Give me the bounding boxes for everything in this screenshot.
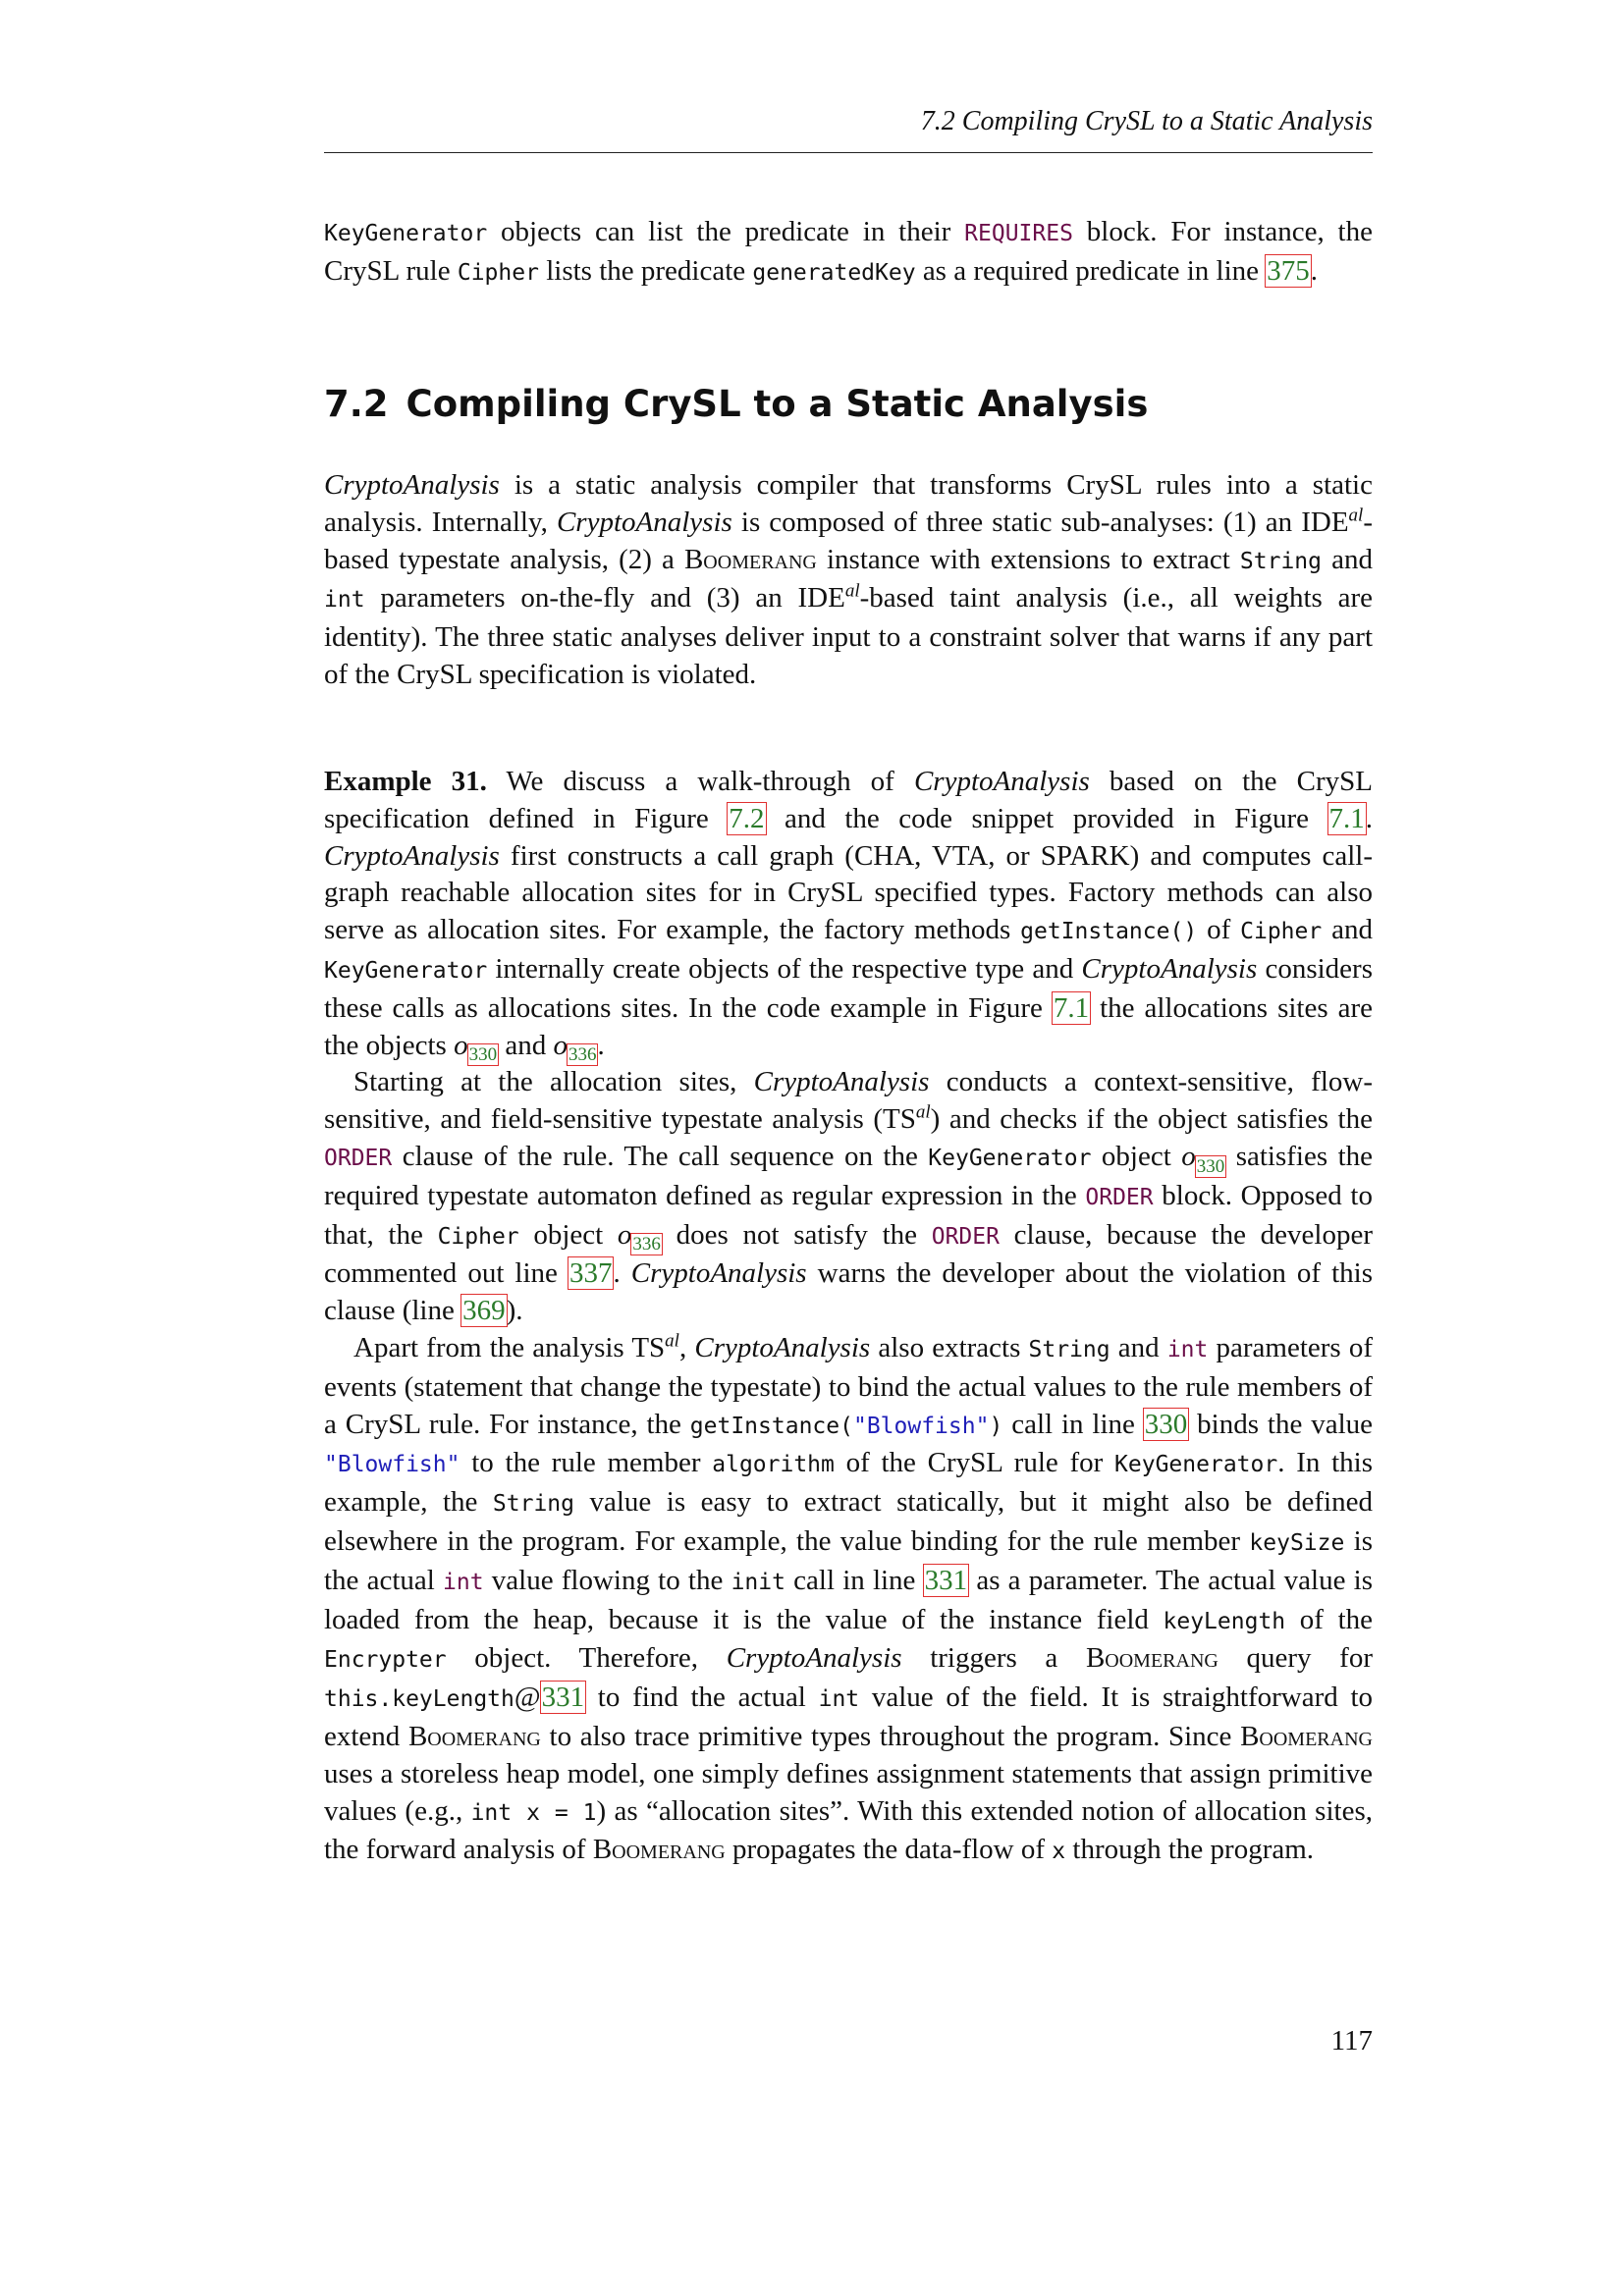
figure-ref-7-1[interactable]: 7.1 [1328, 802, 1365, 834]
section-number: 7.2 [324, 383, 389, 425]
code-getinstance: getInstance() [1020, 919, 1198, 945]
example-paragraph-2 [324, 1064, 1373, 1330]
line-ref-375[interactable]: 375 [1267, 254, 1310, 287]
line-ref-369[interactable]: 369 [462, 1295, 506, 1327]
text: based on the CrySL specification defined in Figure [324, 766, 1373, 834]
figure-ref-7-1[interactable]: 7.1 [1053, 991, 1090, 1024]
code-string: String [1239, 548, 1323, 574]
text: -based taint analysis (i.e., all weights are identity). The three static analyses deliver input to a constraint solver that warns if any part of the CrySL specification is violated. [324, 582, 1373, 690]
text: and [1322, 543, 1373, 575]
line-ref-330[interactable]: 330 [1144, 1408, 1188, 1440]
code-x: x [1052, 1839, 1066, 1865]
section-title: Compiling CrySL to a Static Analysis [406, 383, 1149, 425]
text: value flowing to the [483, 1564, 731, 1596]
text: call in line [785, 1564, 924, 1596]
keyword-order: ORDER [1085, 1184, 1154, 1210]
text: , [678, 1331, 695, 1363]
object-symbol: o [454, 1029, 468, 1061]
text: objects can list the predicate in their [487, 216, 965, 247]
text: warns the developer about the violation of this clause (line [324, 1257, 1373, 1327]
example-paragraph-3 [324, 1330, 1373, 1871]
text: to also trace primitive types throughout the program. Since [540, 1720, 1241, 1752]
text: of the CrySL rule for [834, 1447, 1115, 1479]
code-keygenerator: KeyGenerator [324, 957, 488, 984]
code-getinstance: getInstance( [689, 1413, 853, 1439]
text: through the program. [1065, 1834, 1315, 1866]
code-generatedkey: generatedKey [752, 259, 916, 286]
text: block. For instance, the CrySL rule [324, 216, 1373, 287]
object-symbol: o [1181, 1140, 1196, 1172]
tool-name: CryptoAnalysis [753, 1066, 930, 1098]
text: considers these calls as allocations sites. In the code example in Figure [324, 952, 1373, 1024]
running-header: 7.2 Compiling CrySL to a Static Analysis [920, 106, 1373, 136]
text: object [518, 1218, 618, 1251]
boomerang-name: Boomerang [592, 1834, 726, 1866]
text: query for [1218, 1642, 1373, 1675]
tool-name: CryptoAnalysis [324, 469, 500, 501]
text: . [1310, 254, 1319, 287]
superscript: al [844, 580, 860, 602]
text: call in line [1002, 1408, 1144, 1440]
text: . [597, 1029, 605, 1061]
tool-name: CryptoAnalysis [1081, 952, 1258, 985]
line-ref-330[interactable]: 330 [468, 1044, 498, 1066]
text: object [1091, 1140, 1182, 1172]
text: object. Therefore, [446, 1642, 727, 1675]
keyword-order: ORDER [931, 1223, 1000, 1250]
string-blowfish: "Blowfish" [324, 1452, 460, 1478]
keyword-order: ORDER [324, 1145, 393, 1171]
text: internally create objects of the respective type and [487, 952, 1082, 985]
code-keygenerator: KeyGenerator [928, 1145, 1092, 1171]
example-paragraph-1 [324, 764, 1373, 1064]
text: is composed of three static sub-analyses: (1) an IDE [731, 506, 1349, 538]
boomerang-name: Boomerang [683, 543, 817, 575]
text: and the code snippet provided in Figure [765, 802, 1328, 834]
keyword-int: int [1166, 1336, 1209, 1362]
code-encrypter: Encrypter [324, 1647, 447, 1674]
section-heading [324, 383, 1148, 425]
text: parameters on-the-fly and (3) an IDE [364, 582, 845, 614]
header-rule [324, 152, 1373, 153]
carry-paragraph [324, 214, 1373, 293]
text: to find the actual [585, 1682, 819, 1714]
tool-name: CryptoAnalysis [913, 766, 1090, 797]
text: lists the predicate [538, 254, 753, 287]
text: of [1197, 914, 1241, 946]
tool-name: CryptoAnalysis [324, 839, 500, 872]
text: clause, because the developer commented out line [324, 1218, 1373, 1290]
text: ). [506, 1295, 523, 1327]
code-string: String [492, 1491, 574, 1518]
text: and [1322, 914, 1373, 946]
text: value of the field. It is straightforward to extend [324, 1682, 1373, 1752]
tool-name: CryptoAnalysis [726, 1642, 902, 1675]
code-keygenerator: KeyGenerator [324, 221, 488, 246]
text: is the actual [324, 1524, 1373, 1596]
text: uses a storeless heap model, one simply defines assignment statements that assign primitive values (e.g., [324, 1757, 1373, 1827]
tool-name: CryptoAnalysis [630, 1257, 807, 1290]
text: also extracts [870, 1331, 1029, 1363]
example-label: Example 31. [324, 766, 487, 797]
text: . In this example, the [324, 1447, 1373, 1519]
text: value is easy to extract statically, but it might also be defined elsewhere in the program. For example, the value binding for the rule member [324, 1486, 1373, 1557]
text: of the [1285, 1603, 1373, 1635]
tool-name: CryptoAnalysis [694, 1331, 871, 1363]
string-blowfish: "Blowfish" [852, 1413, 990, 1439]
page-number: 117 [1330, 2025, 1373, 2056]
line-ref-337[interactable]: 337 [568, 1257, 613, 1290]
text: propagates the data-flow of [725, 1834, 1053, 1866]
code-paren: ) [989, 1413, 1003, 1439]
text: . [1365, 802, 1373, 834]
text: Starting at the allocation sites, [353, 1066, 754, 1098]
code-string: String [1028, 1336, 1110, 1362]
text: satisfies the required typestate automaton defined as regular expression in the [324, 1140, 1374, 1211]
text: is a static analysis compiler that transforms CrySL rules into a static analysis. Internally, [324, 469, 1373, 538]
text: binds the value [1188, 1408, 1374, 1440]
text: . [613, 1257, 631, 1290]
code-init: init [731, 1569, 785, 1595]
line-ref-330[interactable]: 330 [1196, 1155, 1225, 1177]
code-int: int [818, 1686, 860, 1713]
text: parameters of events (statement that change the typestate) to bind the actual values to the rule members of a CrySL rule. For instance, the [324, 1331, 1374, 1440]
boomerang-name: Boomerang [1085, 1642, 1218, 1675]
text: triggers a [901, 1642, 1086, 1675]
tool-name: CryptoAnalysis [556, 506, 732, 538]
code-this-keylength: this.keyLength [324, 1686, 514, 1713]
superscript: al [915, 1101, 931, 1123]
text: to the rule member [460, 1447, 713, 1479]
text: -based typestate analysis, (2) a [324, 506, 1373, 575]
line-ref-336[interactable]: 336 [568, 1044, 597, 1066]
keyword-int: int [443, 1569, 484, 1595]
text: and [498, 1029, 554, 1061]
object-symbol: o [553, 1029, 568, 1061]
superscript: al [665, 1330, 679, 1352]
example-31 [324, 764, 1373, 1871]
line-ref-336[interactable]: 336 [632, 1234, 661, 1255]
code-int: int [324, 587, 365, 614]
text: as a parameter. The actual value is loaded from the heap, because it is the value of the instance field [324, 1564, 1373, 1635]
boomerang-name: Boomerang [407, 1720, 541, 1752]
text: and [1110, 1331, 1167, 1363]
boomerang-name: Boomerang [1240, 1720, 1373, 1752]
line-ref-331[interactable]: 331 [924, 1564, 968, 1596]
text: ) as “allocation sites”. With this extended notion of allocation sites, the forward analysis of [324, 1794, 1373, 1866]
text: block. Opposed to that, the [324, 1179, 1373, 1251]
code-cipher: Cipher [457, 259, 539, 286]
line-ref-331[interactable]: 331 [541, 1682, 585, 1714]
keyword-requires: REQUIRES [964, 221, 1073, 246]
code-int-x-1: int x = 1 [470, 1799, 597, 1826]
code-cipher: Cipher [437, 1223, 519, 1250]
code-keysize: keySize [1249, 1529, 1345, 1556]
superscript: al [1348, 505, 1364, 526]
text: first constructs a call graph (CHA, VTA, or SPARK) and computes call-graph reachable allocation sites for in CrySL specified types. Factory methods can also serve as allocation sites. For example, the factory methods [324, 839, 1373, 946]
text: as a required predicate in line [915, 254, 1267, 287]
text: @ [514, 1682, 541, 1714]
text: clause of the rule. The call sequence on the [392, 1140, 929, 1172]
text: instance with extensions to extract [816, 543, 1240, 575]
figure-ref-7-2[interactable]: 7.2 [729, 802, 765, 834]
code-cipher: Cipher [1240, 919, 1323, 945]
text: conducts a context-sensitive, flow-sensitive, and field-sensitive typestate analysis (TS [324, 1066, 1373, 1136]
code-keygenerator: KeyGenerator [1114, 1452, 1278, 1478]
object-symbol: o [617, 1218, 632, 1251]
text: ) and checks if the object satisfies the [930, 1103, 1373, 1136]
text: the allocations sites are the objects [324, 991, 1373, 1061]
text: does not satisfy the [661, 1218, 932, 1251]
code-keylength: keyLength [1163, 1608, 1286, 1634]
code-algorithm: algorithm [712, 1452, 835, 1478]
text: We discuss a walk-through of [486, 766, 914, 797]
intro-paragraph [324, 467, 1373, 694]
text: Apart from the analysis TS [353, 1331, 666, 1363]
